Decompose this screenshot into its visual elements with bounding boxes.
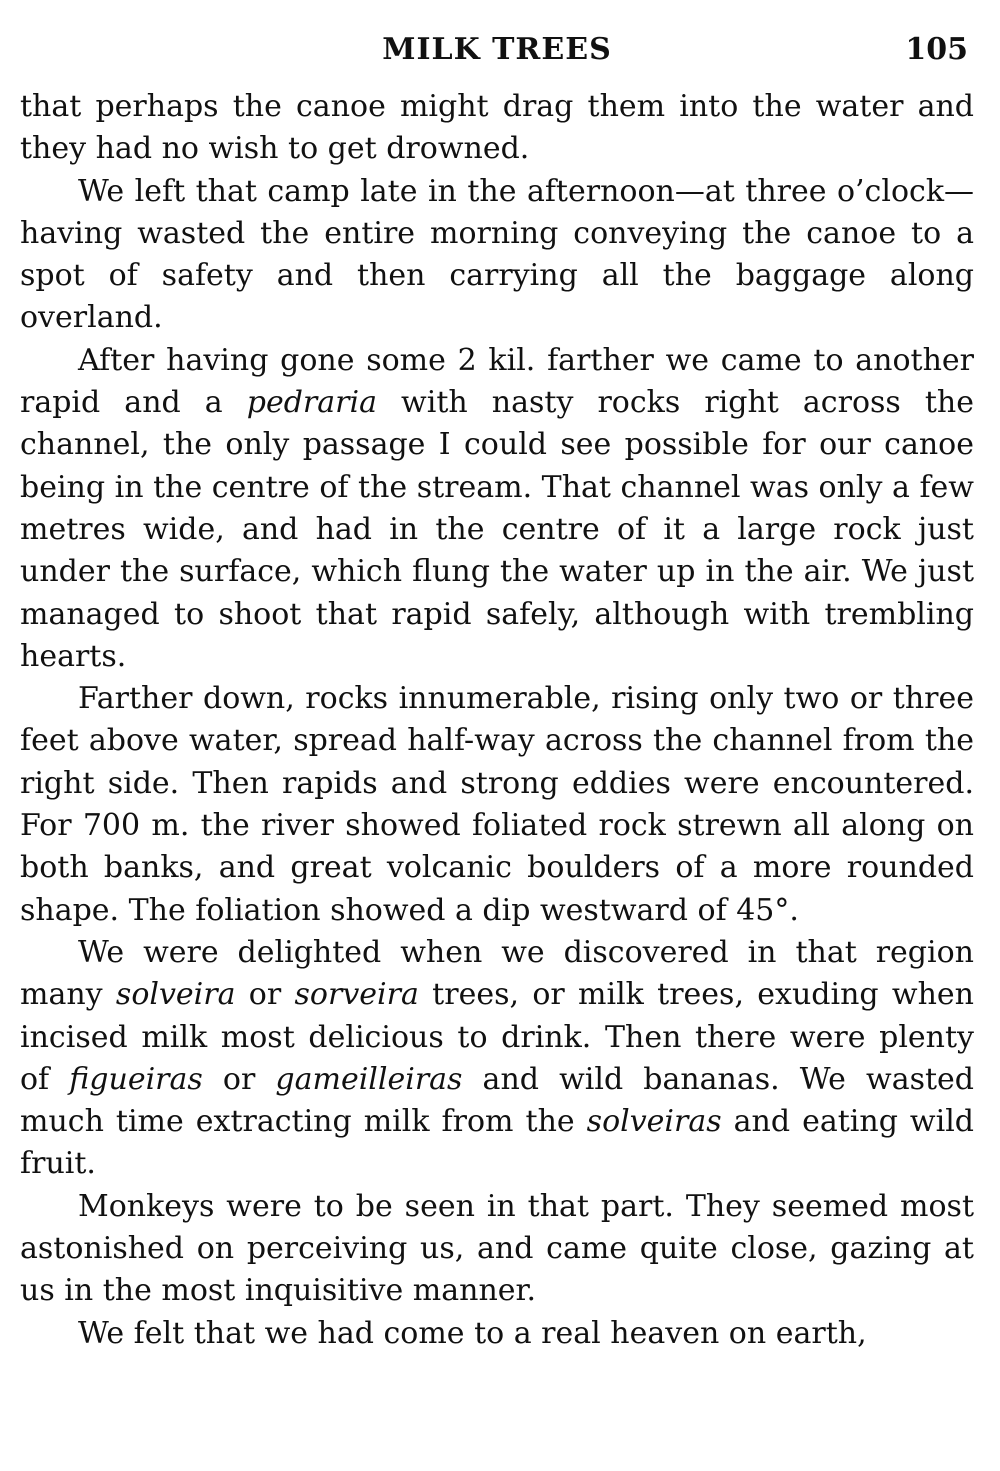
paragraph (20, 86, 974, 171)
text-run: trees, or milk trees, exuding when incised milk most delicious to drink. Then there were plenty of (20, 977, 975, 1097)
running-header (20, 28, 974, 86)
text-run: and eating wild fruit. (20, 1104, 974, 1182)
text-run: with nasty rocks right across the channel, the only passage I could see possible for our canoe being in the centre of the stream. That channel was only a few metres wide, and had in the centre of it a large rock just under the surface, which flung the water up in the air. We just managed to shoot that rapid safely, although with trembling hearts. (20, 385, 975, 674)
text-run: or (202, 1061, 276, 1097)
text-run: Monkeys were to be seen in that part. They seemed most astonished on perceiving us, and came quite close, gazing at us in the most inquisitive manner. (20, 1188, 974, 1309)
paragraph (20, 1186, 974, 1313)
paragraph (20, 678, 974, 932)
text-run: We left that camp late in the afternoon—at three o’clock—having wasted the entire morning conveying the canoe to a spot of safety and then carrying all the baggage along overland. (20, 173, 974, 336)
paragraph (20, 932, 974, 1186)
italic-term: solveiras (586, 1104, 722, 1140)
page-number: 105 (905, 32, 968, 67)
text-run: or (235, 977, 295, 1013)
text-run: Farther down, rocks innumerable, rising only two or three feet above water, spread half-way across the channel from the right side. Then rapids and strong eddies were encountered. For 700 m. the river showed foliated rock strewn all along on both banks, and great volcanic boulders of a more rounded shape. The foliation showed a dip westward of 45°. (20, 681, 974, 928)
text-run: We felt that we had come to a real heaven on earth, (78, 1315, 867, 1351)
paragraph (20, 171, 974, 340)
paragraph (20, 340, 974, 678)
text-run: After having gone some 2 kil. farther we came to another rapid and a (20, 342, 974, 421)
italic-term: sorveira (294, 977, 419, 1013)
text-run: that perhaps the canoe might drag them into the water and they had no wish to get drowned. (20, 89, 974, 167)
italic-term: solveira (115, 977, 236, 1013)
text-run: and wild bananas. We wasted much time extracting milk from the (20, 1061, 975, 1140)
book-page (20, 28, 974, 1448)
paragraph (20, 1313, 974, 1355)
italic-term: gameilleiras (275, 1061, 463, 1097)
italic-term: pedraria (246, 385, 377, 421)
running-title: MILK TREES (382, 32, 612, 67)
text-run: We were delighted when we discovered in that region many (20, 934, 974, 1013)
body-text (20, 86, 974, 1355)
italic-term: figueiras (69, 1061, 203, 1097)
